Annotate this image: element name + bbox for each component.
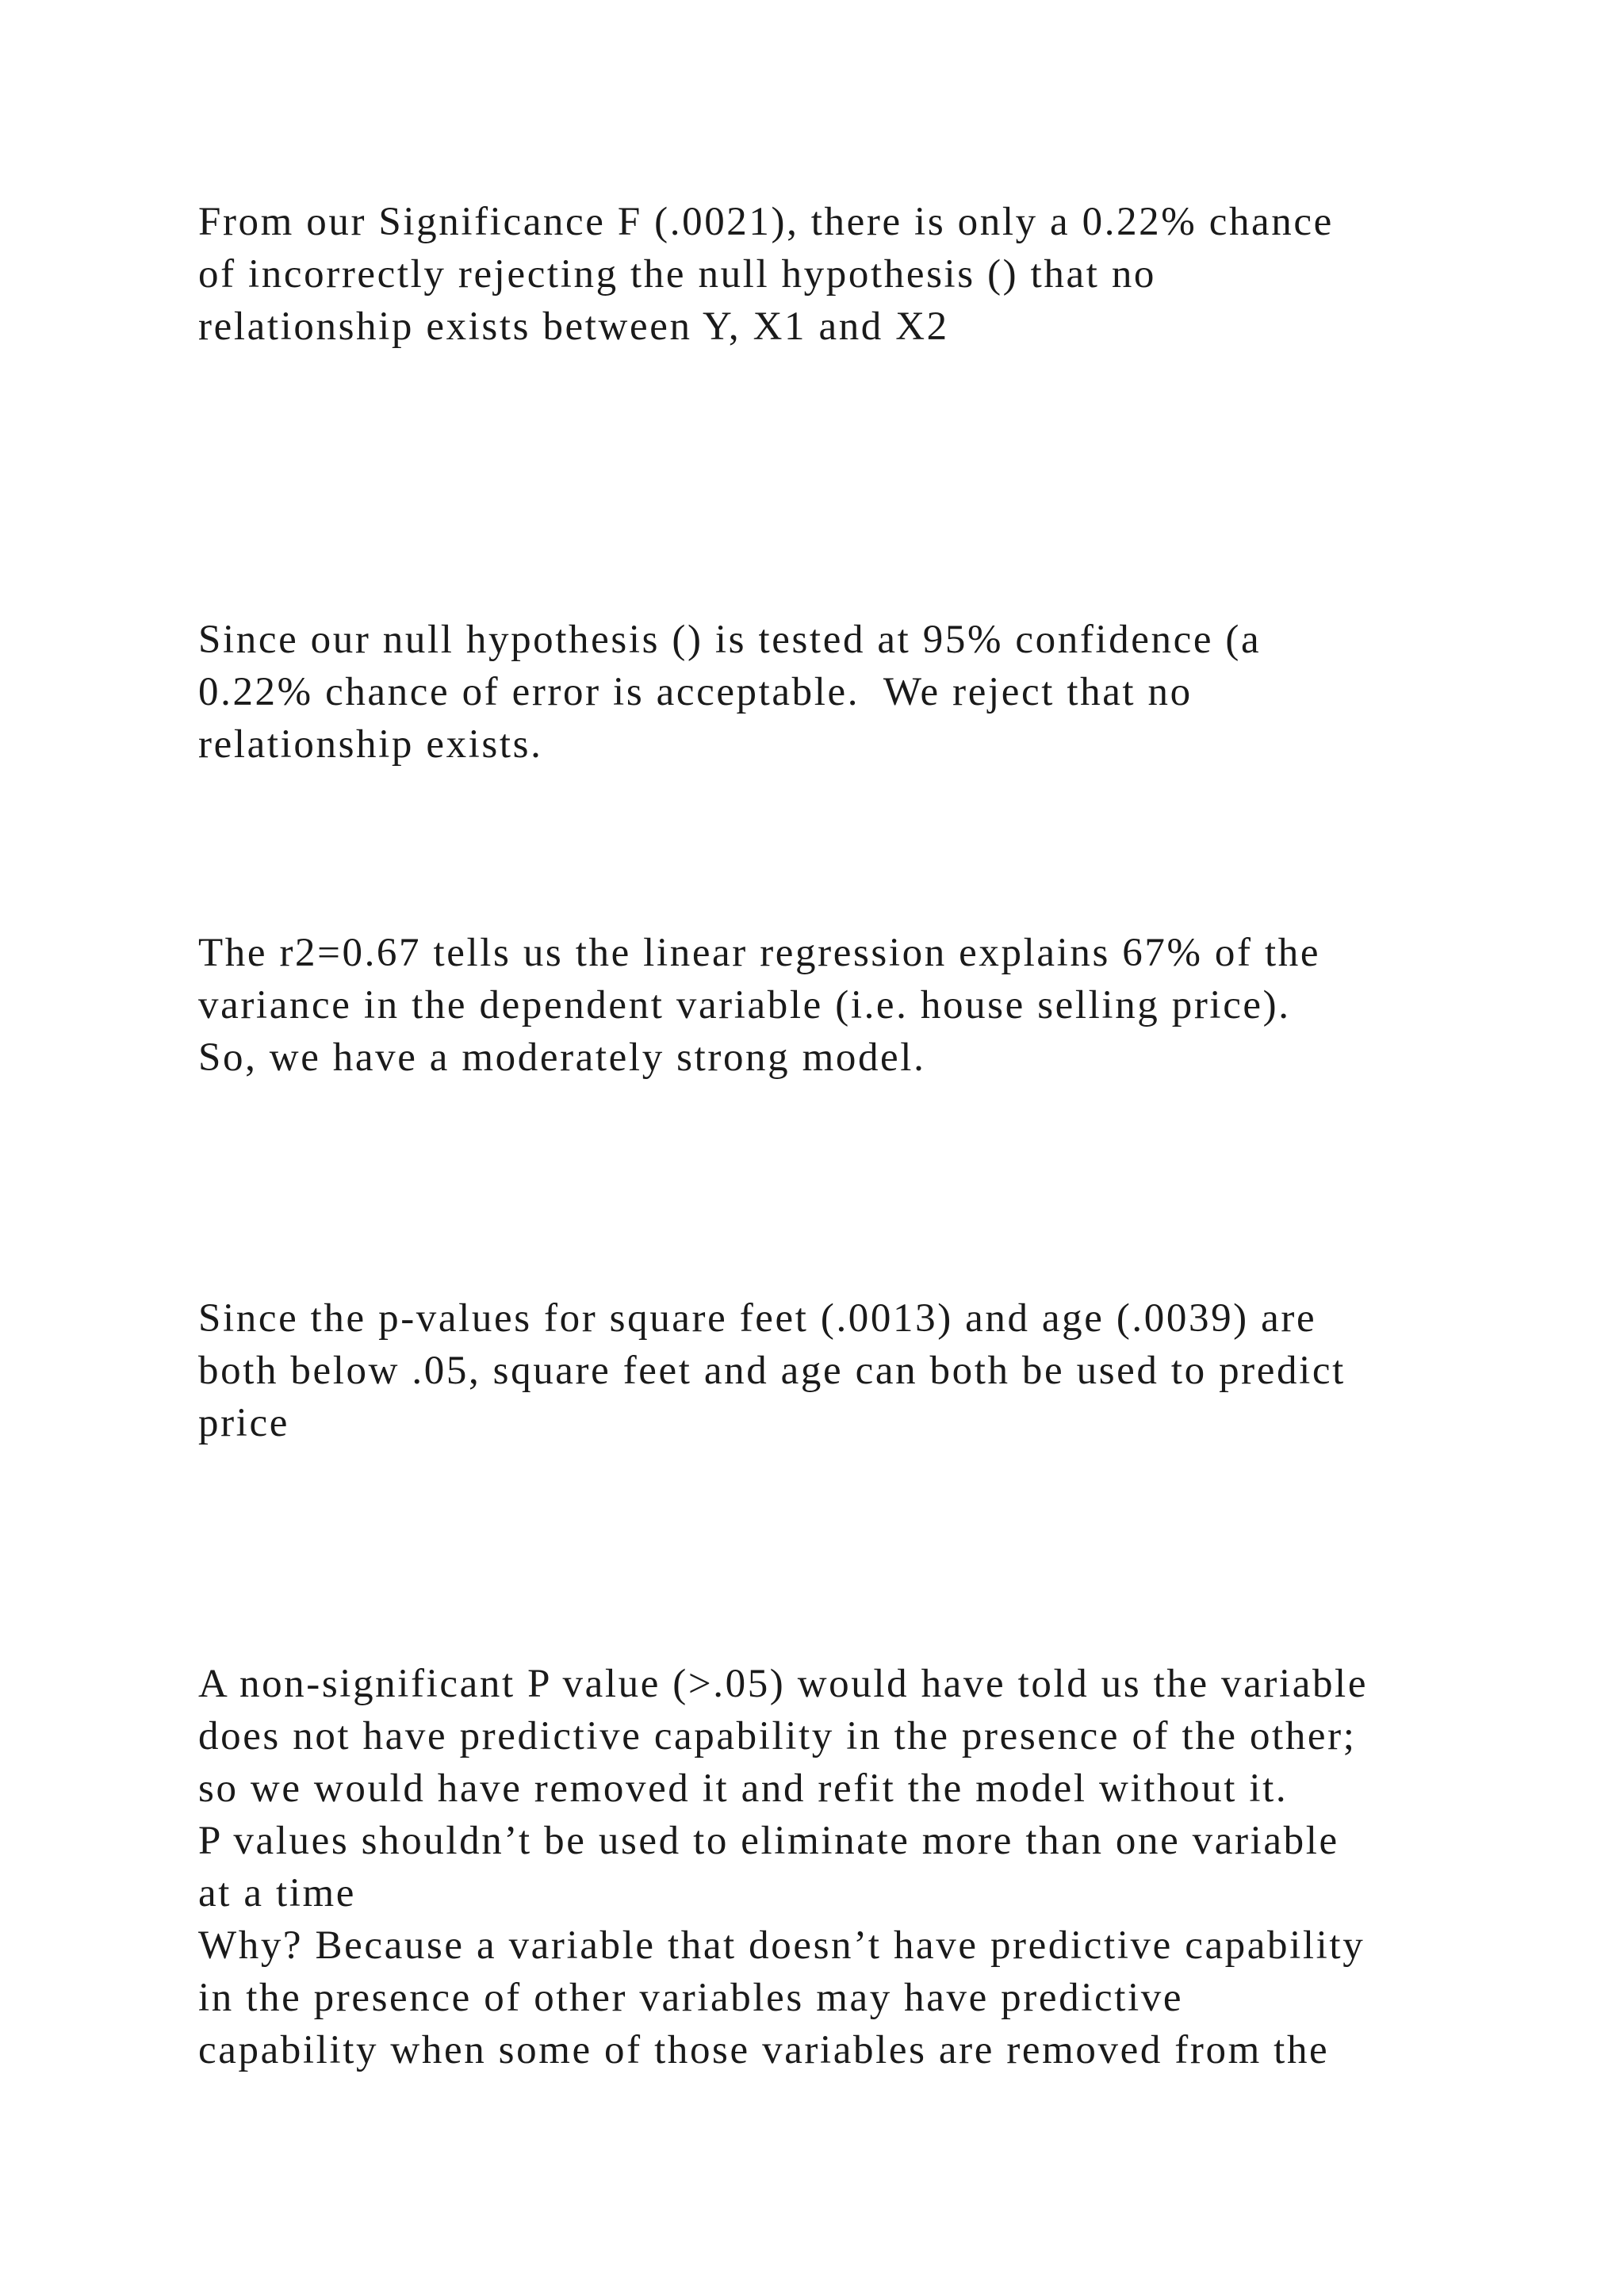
text-line: So, we have a moderately strong model. [198,1035,926,1080]
paragraph-p-values [198,1292,1467,1449]
text-line: From our Significance F (.0021), there is only a 0.22% chance [198,200,1334,244]
text-line: A non-significant P value (>.05) would have told us the variable [198,1662,1369,1706]
text-line: at a time [198,1871,356,1915]
text-line: so we would have removed it and refit the model without it. [198,1766,1289,1811]
text-line: capability when some of those variables are removed from the [198,2028,1330,2072]
text-line: relationship exists. [198,722,543,767]
paragraph-null-hypothesis [198,614,1467,771]
text-line: both below .05, square feet and age can both be used to predict [198,1349,1346,1393]
text-line: Since our null hypothesis () is tested at 95% confidence (a [198,618,1262,662]
text-line: variance in the dependent variable (i.e. house selling price). [198,983,1291,1027]
paragraph-significance-f [198,196,1467,353]
text-line: in the presence of other variables may have predictive [198,1976,1184,2020]
text-line: does not have predictive capability in the presence of the other; [198,1714,1357,1758]
text-line: price [198,1401,289,1445]
text-line: 0.22% chance of error is acceptable. We reject that no [198,670,1193,714]
text-line: P values shouldn’t be used to eliminate more than one variable [198,1819,1339,1863]
paragraph-r-squared [198,927,1467,1084]
text-line: Why? Because a variable that doesn’t have predictive capability [198,1923,1365,1968]
paragraph-non-significant [198,1658,1467,2076]
text-line: of incorrectly rejecting the null hypothesis () that no [198,252,1157,297]
text-line: The r2=0.67 tells us the linear regression explains 67% of the [198,931,1321,975]
text-line: relationship exists between Y, X1 and X2 [198,304,949,349]
text-line: Since the p-values for square feet (.0013) and age (.0039) are [198,1296,1317,1341]
